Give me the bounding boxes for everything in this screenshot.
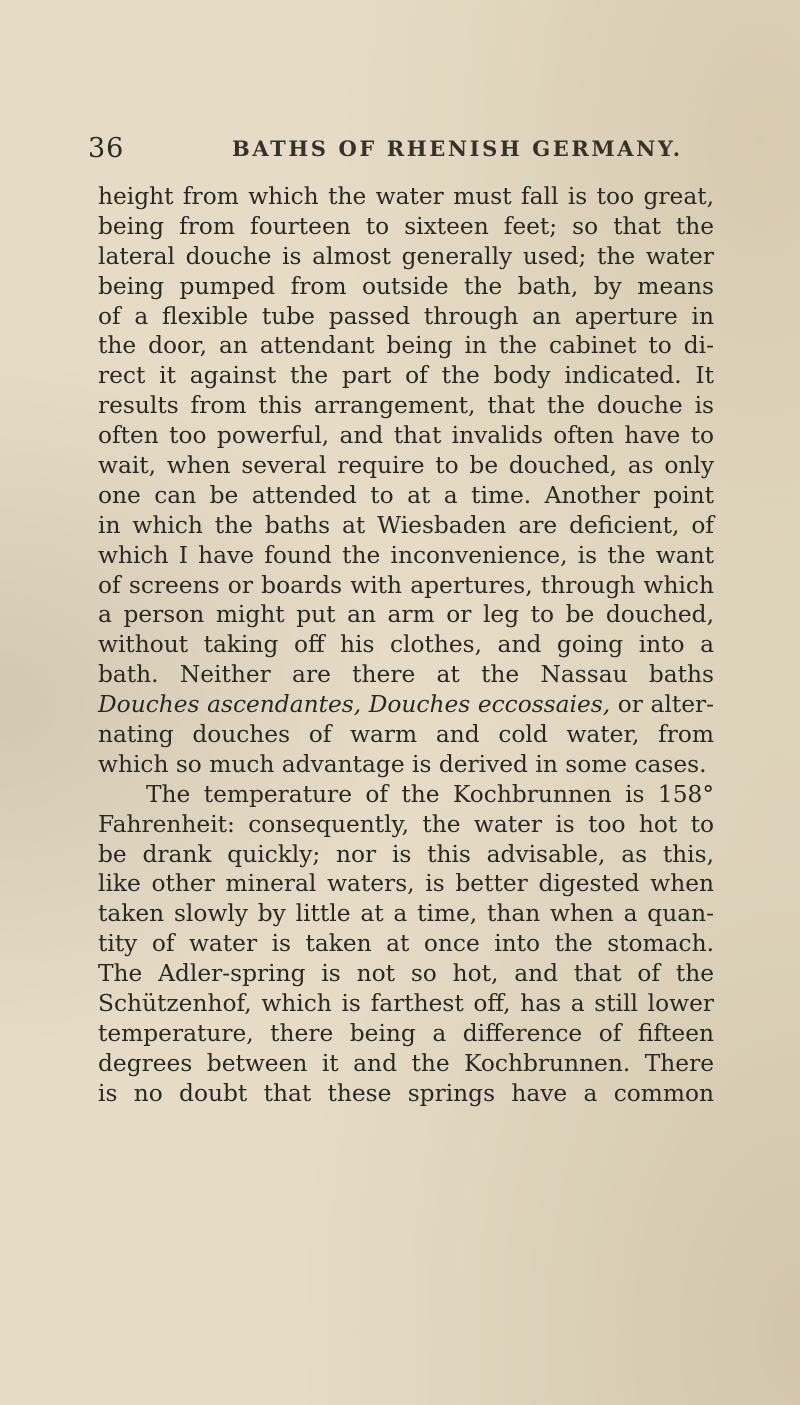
italic-term: Douches eccossaies, (368, 691, 611, 719)
page-number: 36 (88, 133, 125, 164)
text-line: results from this arrangement, that the douche is (98, 392, 714, 420)
text-line: height from which the water must fall is too great, (98, 183, 714, 210)
text-line: Fahrenheit: consequently, the water is too hot to (98, 810, 714, 838)
text-line: of screens or boards with apertures, through which (98, 571, 714, 599)
text-line: is no doubt that these springs have a common (98, 1079, 714, 1107)
running-head (88, 133, 728, 173)
text-line: the door, an attendant being in the cabinet to di- (98, 332, 714, 360)
text-line: of a flexible tube passed through an aperture in (98, 302, 714, 330)
text-line: rect it against the part of the body indicated. It (98, 362, 714, 390)
text-line: in which the baths at Wiesbaden are deficient, of (98, 511, 714, 539)
text-line: which so much advantage is derived in some cases. (98, 750, 707, 778)
running-title: BATHS OF RHENISH GERMANY. (232, 136, 683, 161)
text-line: without taking off his clothes, and going into a (98, 631, 714, 659)
paragraph-start: The temperature of the Kochbrunnen is 158° (146, 780, 714, 808)
text-line: be drank quickly; nor is this advisable, as this, (98, 840, 714, 868)
text-line: wait, when several require to be douched, as only (98, 452, 714, 480)
body-text (98, 182, 714, 1109)
text-line: a person might put an arm or leg to be douched, (98, 601, 714, 629)
text-line: one can be attended to at a time. Another point (98, 481, 714, 509)
text-line: bath. Neither are there at the Nassau baths (98, 661, 714, 689)
text-line: being pumped from outside the bath, by means (98, 272, 714, 300)
text-line: The Adler-spring is not so hot, and that of the (98, 960, 714, 988)
text-line: being from fourteen to sixteen feet; so that the (98, 212, 714, 240)
text-line: taken slowly by little at a time, than when a quan- (98, 900, 714, 928)
text-fragment: or alter- (617, 691, 715, 719)
text-line: which I have found the inconvenience, is the want (98, 541, 714, 569)
text-line: tity of water is taken at once into the stomach. (98, 930, 714, 958)
text-line: like other mineral waters, is better digested when (98, 870, 714, 898)
text-line: Schützenhof, which is farthest off, has a still lower (98, 990, 714, 1018)
text-line-italic (98, 690, 714, 720)
text-line: often too powerful, and that invalids often have to (98, 422, 714, 450)
text-line: temperature, there being a difference of fifteen (98, 1019, 714, 1047)
text-line: nating douches of warm and cold water, from (98, 721, 714, 749)
text-line: degrees between it and the Kochbrunnen. There (98, 1049, 714, 1077)
italic-term: Douches ascendantes, (98, 691, 362, 719)
text-line: lateral douche is almost generally used; the water (98, 242, 714, 270)
